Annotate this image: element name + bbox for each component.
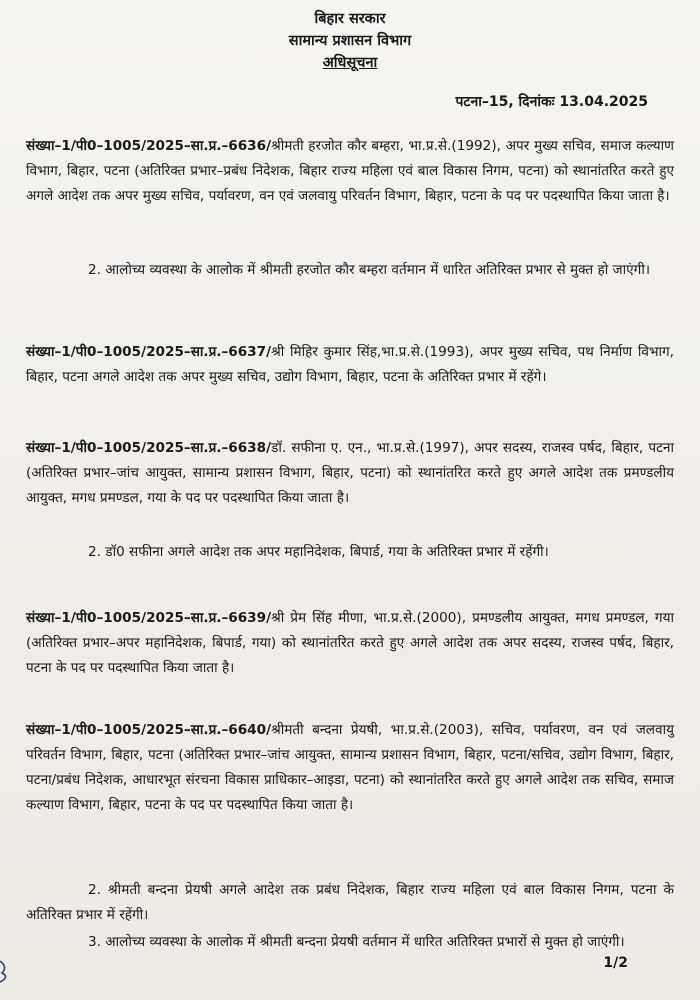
order-text: श्रीमती हरजोत कौर बम्हरा, भा.प्र.से.(1992), अपर मुख्य सचिव, समाज कल्याण विभाग, बिहार, पटना (अतिरिक्त प्रभार–प्रबंध निदेशक, बिहार राज्य महिला एवं बाल विकास निगम, पटना) को स्थानांतरित करते हुए अगले आदेश तक अपर मुख्य सचिव, पर्यावरण, वन एवं जलवायु परिवर्तन विभाग, बिहार, पटना के पद पर पदस्थापित किया जाता है।: [26, 138, 674, 204]
order-text: डॉ. सफीना ए. एन., भा.प्र.से.(1997), अपर सदस्य, राजस्व पर्षद, बिहार, पटना (अतिरिक्त प्रभार–जांच आयुक्त, सामान्य प्रशासन विभाग, बिहार, पटना) को स्थानांतरित करते हुए अगले आदेश तक प्रमण्डलीय आयुक्त, मगध प्रमण्डल, गया के पद पर पदस्थापित किया जाता है।: [26, 440, 674, 506]
order-text: श्रीमती बन्दना प्रेयषी, भा.प्र.से.(2003), सचिव, पर्यावरण, वन एवं जलवायु परिवर्तन विभाग, बिहार, पटना (अतिरिक्त प्रभार–जांच आयुक्त, सामान्य प्रशासन विभाग, बिहार, पटना/सचिव, उद्योग विभाग, बिहार, पटना/प्रबंध निदेशक, आधारभूत संरचना विकास प्राधिकार–आइडा, पटना) को स्थानांतरित करते हुए अगले आदेश तक सचिव, समाज कल्याण विभाग, बिहार, पटना के पद पर पदस्थापित किया जाता है।: [26, 722, 674, 813]
order-6640: [26, 718, 674, 818]
place-date-line: पटना–15, दिनांकः 13.04.2025: [455, 94, 648, 110]
order-6638-para-2: 2. डॉ0 सफीना अगले आदेश तक अपर महानिदेशक, बिपार्ड, गया के अतिरिक्त प्रभार में रहेंगी।: [88, 544, 549, 560]
order-6640-para-2: 2. श्रीमती बन्दना प्रेयषी अगले आदेश तक प्रबंध निदेशक, बिहार राज्य महिला एवं बाल विकास निगम, पटना के अतिरिक्त प्रभार में रहेंगी।: [26, 882, 674, 923]
order-6637: [26, 340, 674, 390]
order-6640-para-3: 3. आलोच्य व्यवस्था के आलोक में श्रीमती बन्दना प्रेयषी वर्तमान में धारित अतिरिक्त प्रभारों से मुक्त हो जाएंगी।: [88, 934, 625, 950]
order-reference: संख्या–1/पी0–1005/2025–सा.प्र.–6638/: [26, 440, 272, 456]
order-reference: संख्या–1/पी0–1005/2025–सा.प्र.–6639/: [26, 610, 272, 626]
order-6636-para-2: 2. आलोच्य व्यवस्था के आलोक में श्रीमती हरजोत कौर बम्हरा वर्तमान में धारित अतिरिक्त प्रभार से मुक्त हो जाएंगी।: [88, 262, 650, 278]
order-6636: [26, 134, 674, 209]
margin-mark-icon: [0, 955, 16, 983]
order-reference: संख्या–1/पी0–1005/2025–सा.प्र.–6636/: [26, 138, 272, 154]
order-6638: [26, 436, 674, 511]
department-heading: सामान्य प्रशासन विभाग: [288, 33, 412, 49]
government-heading: बिहार सरकार: [314, 11, 386, 27]
order-6639: [26, 606, 674, 681]
order-reference: संख्या–1/पी0–1005/2025–सा.प्र.–6640/: [26, 722, 272, 738]
page-number: 1/2: [603, 955, 628, 971]
order-text: श्री प्रेम सिंह मीणा, भा.प्र.से.(2000), प्रमण्डलीय आयुक्त, मगध प्रमण्डल, गया (अतिरिक्त प्रभार–अपर महानिदेशक, बिपार्ड, गया) को स्थानांतरित करते हुए अगले आदेश तक अपर सदस्य, राजस्व पर्षद, बिहार, पटना के पद पर पदस्थापित किया जाता है।: [26, 610, 674, 676]
notification-title: अधिसूचना: [322, 55, 378, 71]
order-text: श्री मिहिर कुमार सिंह,भा.प्र.से.(1993), अपर मुख्य सचिव, पथ निर्माण विभाग, बिहार, पटना अगले आदेश तक अपर मुख्य सचिव, उद्योग विभाग, बिहार, पटना के अतिरिक्त प्रभार में रहेंगे।: [26, 344, 674, 385]
order-reference: संख्या–1/पी0–1005/2025–सा.प्र.–6637/: [26, 344, 272, 360]
